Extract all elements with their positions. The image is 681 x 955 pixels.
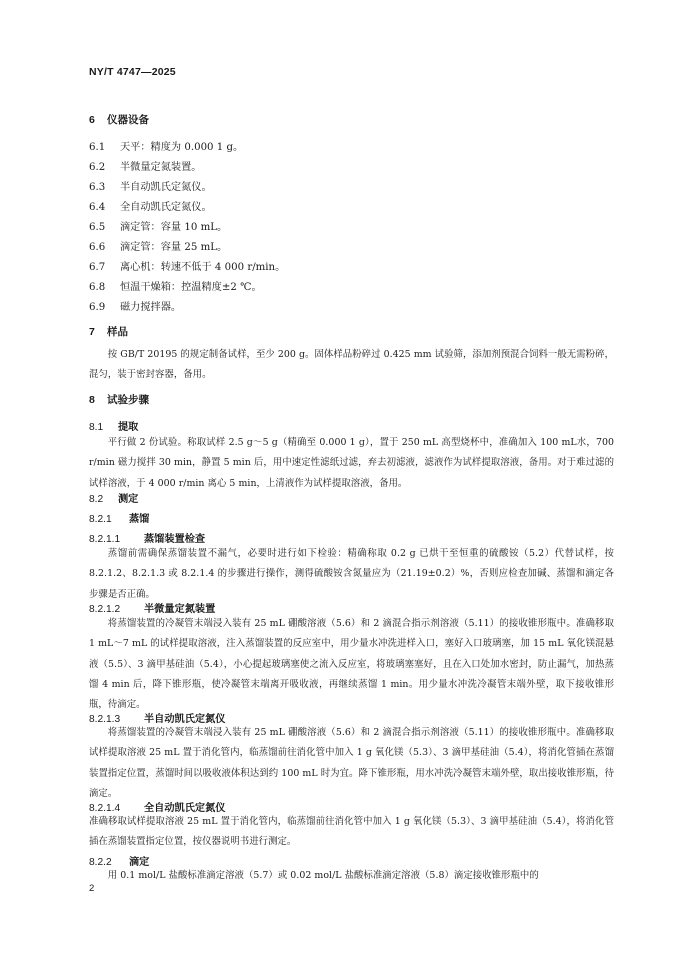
subsection-8-2-2-paragraph: 用 0.1 mol/L 盐酸标准滴定溶液（5.7）或 0.02 mol/L 盐酸标准滴定溶液（5.8）滴定接收锥形瓶中的 [107,870,539,881]
list-item [89,198,212,213]
subsection-8-2-1-heading [89,510,149,525]
subsection-8-1-paragraph: 平行做 2 份试验。称取试样 2.5 g～5 g（精确至 0.000 1 g），置于 250 mL 高型烧杯中，准确加入 100 mL水，700 r/min 磁力搅拌 30 min，静置 5 min 后，用中速定性滤纸过滤，弃去初滤液，滤液作为试样提取溶液，备用。对于难过滤的试样溶液，于 4 000 r/min 离心 5 min，上清液作为试样提取溶液，备用。 [89,437,614,489]
subsection-title: 全自动凯氏定氮仪 [144,803,226,814]
subsection-title: 半自动凯氏定氮仪 [144,714,226,725]
subsection-title: 滴定 [129,857,150,868]
item-number: 6.6 [89,242,106,253]
item-text: 滴定管：容量 10 mL。 [120,222,228,233]
subsection-number: 8.1 [89,422,104,433]
subsection-8-2-heading [89,490,138,505]
section-8-heading [89,392,149,407]
subsection-8-2-1-1-heading [89,530,205,545]
item-number: 6.4 [89,202,106,213]
list-item [89,258,285,273]
list-item [89,218,227,233]
subsection-title: 蒸馏装置检查 [144,534,206,545]
list-item [89,158,202,173]
subsection-8-2-1-1-paragraph: 蒸馏前需确保蒸馏装置不漏气，必要时进行如下检验：精确称取 0.2 g 已烘干至恒重的硫酸铵（5.2）代替试样，按 8.2.1.2、8.2.1.3 或 8.2.1.4 的步骤进行操作，测得硫酸铵含氮量应为（21.19±0.2）%，否则应检查加碱、蒸馏和滴定各步骤是否正确。 [89,548,614,600]
section-title: 试验步骤 [107,394,149,406]
section-number: 7 [89,326,95,338]
item-text: 天平：精度为 0.000 1 g。 [120,142,244,153]
subsection-number: 8.2.1.1 [89,534,121,545]
subsection-title: 蒸馏 [129,514,150,525]
subsection-title: 提取 [118,422,139,433]
list-item [89,178,212,193]
subsection-number: 8.2.1.2 [89,604,121,615]
item-text: 半自动凯氏定氮仪。 [120,182,212,193]
list-item [89,238,227,253]
subsection-8-2-1-3-paragraph: 将蒸馏装置的冷凝管末端浸入装有 25 mL 硼酸溶液（5.6）和 2 滴混合指示剂溶液（5.11）的接收锥形瓶中。准确移取试样提取溶液 25 mL 置于消化管内，临蒸馏前往消化管中加入 1 g 氧化镁（5.3）、3 滴甲基硅油（5.4），将消化管插在蒸馏装置指定位置，蒸馏时间以吸收液体积达到约 100 mL 时为宜。降下锥形瓶，用水冲洗冷凝管末端外壁，取出接收锥形瓶，待滴定。 [89,727,614,799]
item-text: 半微量定氮装置。 [120,162,202,173]
page-number: 2 [89,883,95,894]
item-text: 滴定管：容量 25 mL。 [120,242,228,253]
subsection-8-1-heading [89,418,138,433]
subsection-8-2-1-2-paragraph: 将蒸馏装置的冷凝管末端浸入装有 25 mL 硼酸溶液（5.6）和 2 滴混合指示剂溶液（5.11）的接收锥形瓶中。准确移取 1 mL～7 mL 的试样提取溶液，注入蒸馏装置的反应室中，用少量水冲洗进样入口，塞好入口玻璃塞，加 15 mL 氧化镁混悬液（5.5）、3 滴甲基硅油（5.4），小心提起玻璃塞使之流入反应室，将玻璃塞塞好，且在入口处加水密封，防止漏气，加热蒸馏 4 min 后，降下锥形瓶，使冷凝管末端离开吸收液，再继续蒸馏 1 min。用少量水冲洗冷凝管末端外壁，取下接收锥形瓶，待滴定。 [89,618,614,711]
subsection-number: 8.2.1.3 [89,714,121,725]
subsection-8-2-1-2-heading [89,600,215,615]
subsection-title: 测定 [118,494,139,505]
subsection-number: 8.2 [89,494,104,505]
list-item [89,298,181,313]
section-number: 8 [89,394,95,406]
list-item [89,278,262,293]
item-text: 离心机：转速不低于 4 000 r/min。 [120,262,286,273]
item-number: 6.9 [89,302,106,313]
item-number: 6.5 [89,222,106,233]
item-text: 恒温干燥箱：控温精度±2 ℃。 [120,282,262,293]
list-item [89,138,243,153]
item-number: 6.3 [89,182,106,193]
subsection-number: 8.2.2 [89,857,112,868]
item-number: 6.1 [89,142,106,153]
section-7-paragraph: 按 GB/T 20195 的规定制备试样，至少 200 g。固体样品粉碎过 0.425 mm 试验筛，添加剂预混合饲料一般无需粉碎，混匀，装于密封容器，备用。 [89,349,614,381]
section-title: 样品 [107,326,128,338]
subsection-number: 8.2.1.4 [89,803,121,814]
item-number: 6.2 [89,162,106,173]
section-title: 仪器设备 [107,114,149,126]
section-7-heading [89,324,128,339]
standard-code-header: NY/T 4747—2025 [89,66,176,78]
item-number: 6.7 [89,262,106,273]
subsection-8-2-1-4-paragraph: 准确移取试样提取溶液 25 mL 置于消化管内，临蒸馏前往消化管中加入 1 g 氧化镁（5.3）、3 滴甲基硅油（5.4），将消化管插在蒸馏装置指定位置，按仪器说明书进行测定。 [89,816,614,848]
item-text: 全自动凯氏定氮仪。 [120,202,212,213]
section-number: 6 [89,114,95,126]
section-6-heading [89,112,149,127]
item-text: 磁力搅拌器。 [120,302,182,313]
subsection-title: 半微量定氮装置 [144,604,216,615]
subsection-number: 8.2.1 [89,514,112,525]
item-number: 6.8 [89,282,106,293]
